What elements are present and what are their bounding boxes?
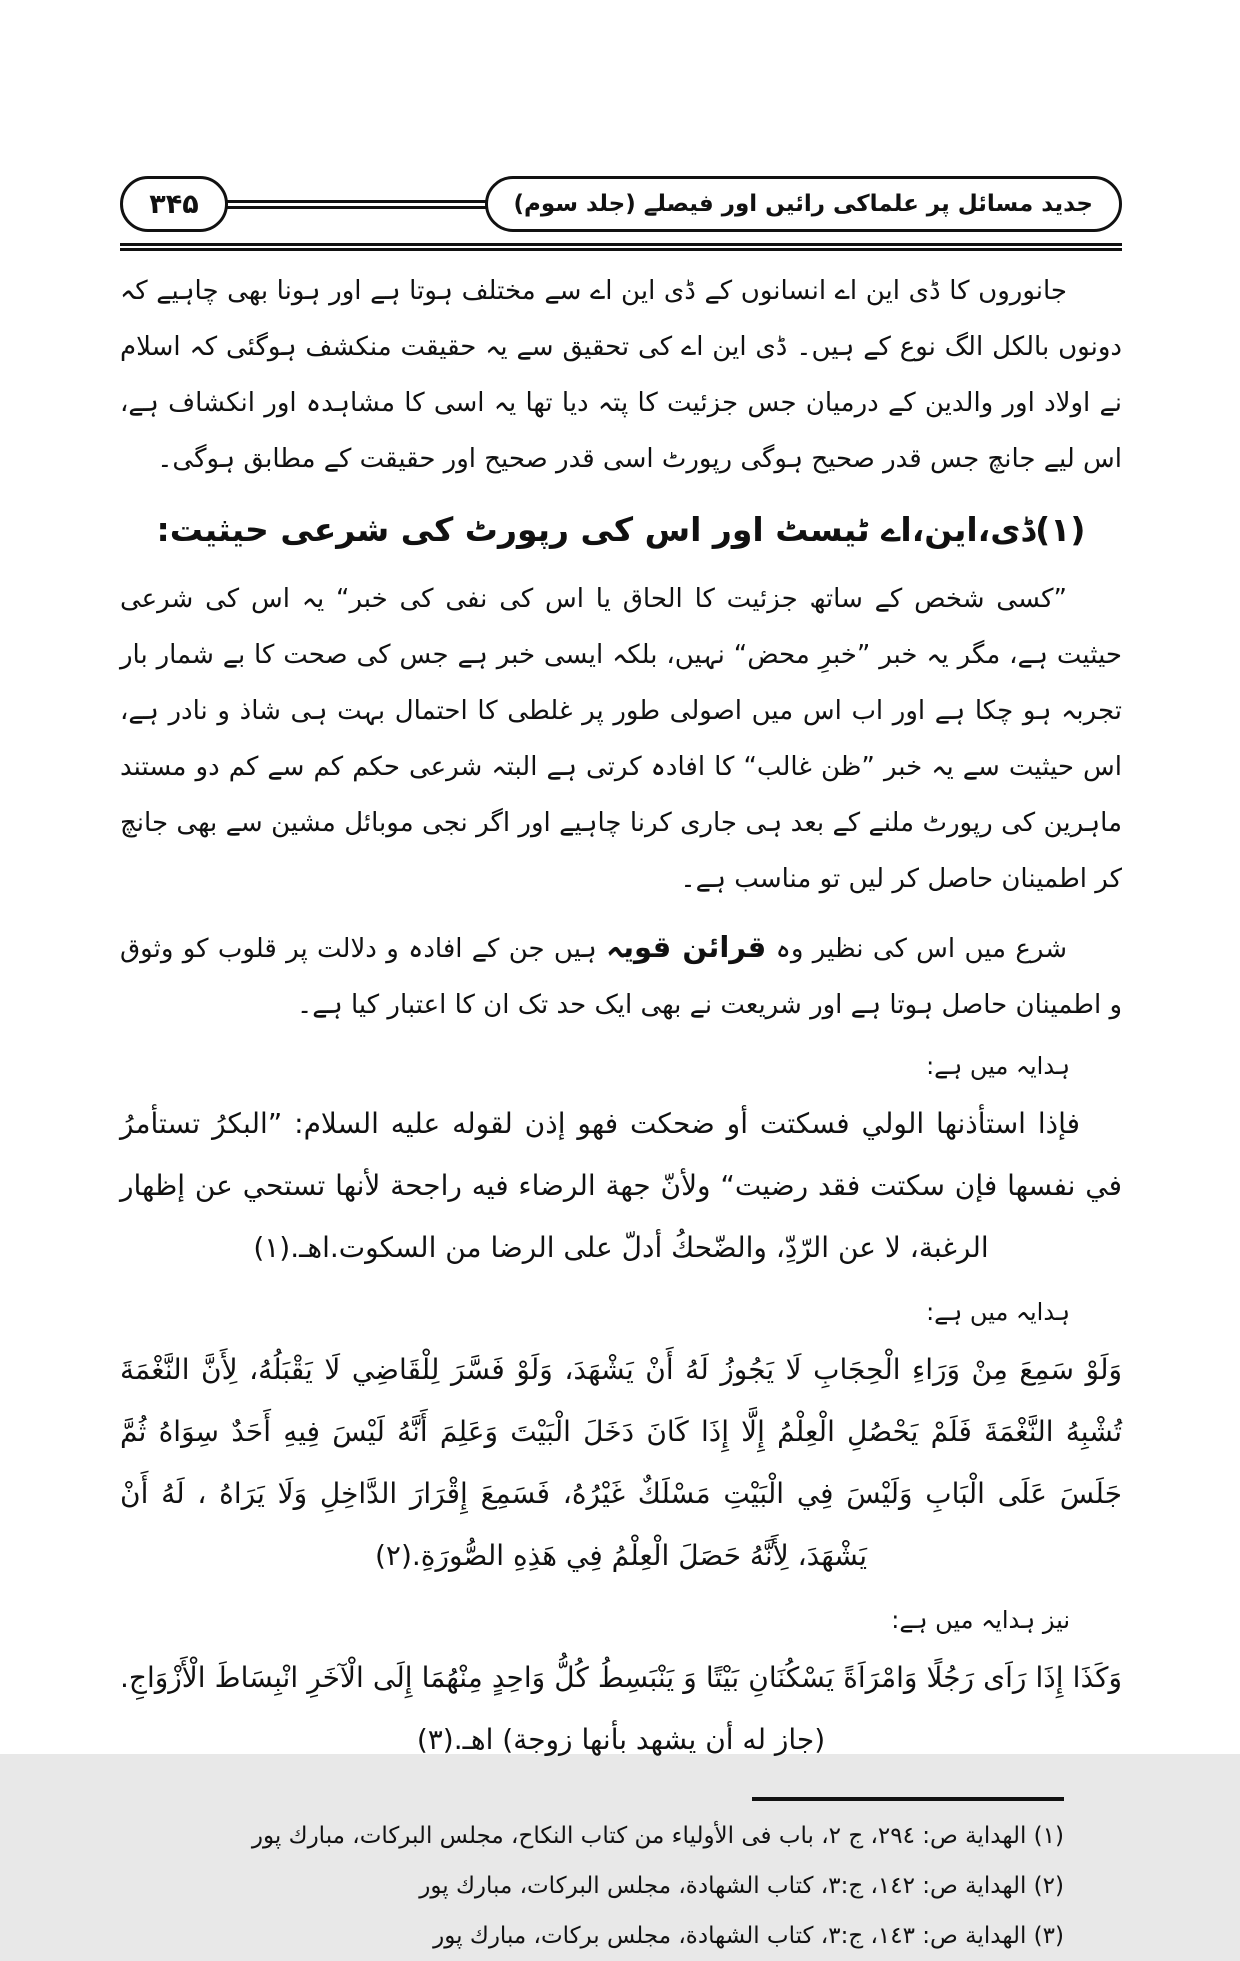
- hidaya-label-2: ہدایہ میں ہے:: [926, 1298, 1070, 1326]
- qarain-qawiya-emphasis: قرائن قویہ: [606, 930, 767, 964]
- arabic-quote-1: فإذا استأذنها الولي فسكتت أو ضحكت فهو إذن لقوله عليه السلام: ”البكرُ تستأمرُ في نفسها فإن سكتت فقد رضيت“ ولأنّ جهة الرضاء فيه راجحة لأنها تستحي عن إظهار الرغبة، لا عن الرّدِّ، والضّحكُ أدلّ على الرضا من السكوت.اهـ.(١): [120, 1107, 1122, 1264]
- hidaya-label-1: ہدایہ میں ہے:: [926, 1052, 1070, 1080]
- footnote-item: (٣) الهداية ص: ١٤٣، ج:٣، كتاب الشهادة، مجلس بركات، مبارك پور: [433, 1923, 1064, 1949]
- page-number-badge: ۳۴۵: [120, 176, 228, 232]
- arabic-quote-2: وَلَوْ سَمِعَ مِنْ وَرَاءِ الْحِجَابِ لَا يَجُوزُ لَهُ أَنْ يَشْهَدَ، وَلَوْ فَسَّرَ لِلْقَاضِي لَا يَقْبَلُهُ، لِأَنَّ النَّغْمَةَ تُشْبِهُ النَّغْمَةَ فَلَمْ يَحْصُلِ الْعِلْمُ إِلَّا إِذَا كَانَ دَخَلَ الْبَيْتَ وَعَلِمَ أَنَّهُ لَيْسَ فِيهِ أَحَدٌ سِوَاهُ ثُمَّ جَلَسَ عَلَى الْبَابِ وَلَيْسَ فِي الْبَيْتِ مَسْلَكٌ غَيْرُهُ، فَسَمِعَ إِقْرَارَ الدَّاخِلِ وَلَا يَرَاهُ ، لَهُ أَنْ يَشْهَدَ، لِأَنَّهُ حَصَلَ الْعِلْمُ فِي هَذِهِ الصُّورَةِ.(٢): [120, 1353, 1122, 1572]
- footnote-separator: [752, 1797, 1064, 1801]
- footnote-item: (٢) الهداية ص: ١٤٢، ج:٣، كتاب الشهادة، مجلس البركات، مبارك پور: [419, 1873, 1064, 1899]
- section-heading-dna-test: (۱)ڈی،این،اے ٹیسٹ اور اس کی رپورٹ کی شرعی حیثیت:: [156, 510, 1086, 549]
- arabic-quote-3: وَكَذَا إِذَا رَاَى رَجُلًا وَامْرَاَةً يَسْكُنَانِ بَيْتًا وَ يَنْبَسِطُ كُلُّ وَاحِدٍ مِنْهُمَا إِلَى الْآخَرِ انْبِسَاطَ الْأَزْوَاجِ.(جاز له أن يشهد بأنها زوجة) اهـ.(٣): [120, 1661, 1122, 1756]
- header-connector-line: [224, 200, 489, 209]
- paragraph-dna-intro: جانوروں کا ڈی این اے انسانوں کے ڈی این اے سے مختلف ہوتا ہے اور ہونا بھی چاہیے کہ دونوں بالکل الگ نوع کے ہیں۔ ڈی این اے کی تحقیق سے یہ حقیقت منکشف ہوگئی کہ اسلام نے اولاد اور والدین کے درمیان جس جزئیت کا پتہ دیا تھا یہ اسی کا مشاہدہ اور انکشاف ہے، اس لیے جانچ جس قدر صحیح ہوگی رپورٹ اسی قدر صحیح اور حقیقت کے مطابق ہوگی۔: [120, 276, 1122, 474]
- paragraph-qarain-post: ہیں جن کے افادہ و دلالت پر قلوب کو وثوق و اطمینان حاصل ہوتا ہے اور شریعت نے بھی ایک حد تک ان کا اعتبار کیا ہے۔: [120, 934, 1122, 1020]
- header-double-rule: [120, 243, 1122, 251]
- page-header: [120, 172, 1122, 236]
- footnote-item: (١) الهداية ص: ٢٩٤، ج ٢، باب فى الأولياء من كتاب النكاح، مجلس البركات، مبارك پور: [251, 1823, 1064, 1849]
- paragraph-qarain-qawiya: [120, 919, 1122, 1033]
- book-title-badge: جدید مسائل پر علماکی رائیں اور فیصلے (جلد سوم): [485, 176, 1122, 232]
- hidaya-label-3: نیز ہدایہ میں ہے:: [891, 1606, 1070, 1634]
- paragraph-qarain-pre: شرع میں اس کی نظیر وہ: [766, 934, 1068, 964]
- paragraph-shari-status: ”کسی شخص کے ساتھ جزئیت کا الحاق یا اس کی نفی کی خبر“ یہ اس کی شرعی حیثیت ہے، مگر یہ خبر ”خبرِ محض“ نہیں، بلکہ ایسی خبر ہے جس کی صحت کا بے شمار بار تجربہ ہو چکا ہے اور اب اس میں اصولی طور پر غلطی کا احتمال بہت ہی شاذ و نادر ہے، اس حیثیت سے یہ خبر ”ظن غالب“ کا افادہ کرتی ہے البتہ شرعی حکم کم سے کم دو مستند ماہرین کی رپورٹ ملنے کے بعد ہی جاری کرنا چاہیے اور اگر نجی موبائل مشین سے بھی جانچ کر اطمینان حاصل کر لیں تو مناسب ہے۔: [120, 584, 1122, 894]
- footnote-list: [120, 1811, 1064, 1961]
